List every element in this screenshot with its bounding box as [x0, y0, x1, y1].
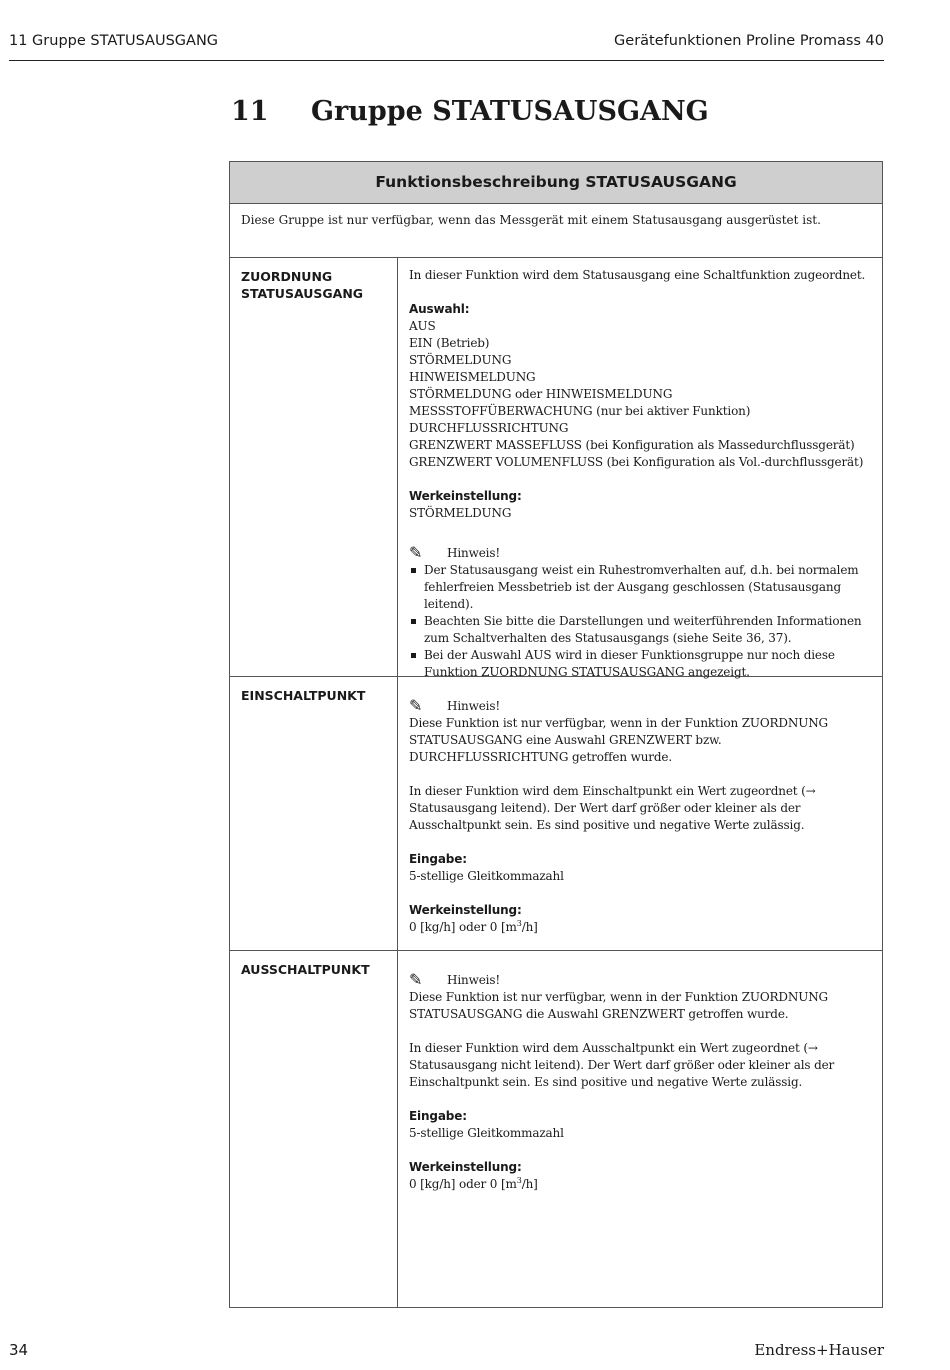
pencil-icon: ✎ [409, 696, 423, 715]
input-heading: Eingabe: [409, 1109, 467, 1123]
note-bullet: Beachten Sie bitte die Darstellungen und weiterführenden Informationen zum Schaltverhalten des Statusausgangs (siehe Seite 36, 37). [409, 613, 875, 647]
row-label: EINSCHALTPUNKT [241, 688, 366, 703]
option-item: HINWEISMELDUNG [409, 370, 536, 384]
row-content [409, 686, 875, 936]
table-heading: Funktionsbeschreibung STATUSAUSGANG [230, 162, 882, 204]
option-item: EIN (Betrieb) [409, 336, 490, 350]
note-text: Diese Funktion ist nur verfügbar, wenn in der Funktion ZUORDNUNG STATUSAUSGANG die Auswahl GRENZWERT getroffen wurde. [409, 990, 828, 1021]
option-item: STÖRMELDUNG [409, 353, 512, 367]
function-table [229, 161, 883, 1308]
input-heading: Eingabe: [409, 852, 467, 866]
note-label: Hinweis! [447, 699, 501, 713]
note-label: Hinweis! [447, 546, 501, 560]
default-value: STÖRMELDUNG [409, 506, 512, 520]
row-label [241, 268, 391, 302]
row-label-line: STATUSAUSGANG [241, 286, 364, 301]
note-heading [409, 969, 875, 989]
running-header-chapter: 11 Gruppe STATUSAUSGANG [9, 33, 219, 49]
page-number: 34 [9, 1341, 29, 1359]
selection-heading: Auswahl: [409, 302, 470, 316]
note-heading [409, 542, 875, 562]
default-value-text: 0 [kg/h] oder 0 [m [409, 920, 517, 934]
option-item: GRENZWERT MASSEFLUSS (bei Konfiguration als Massedurchflussgerät) [409, 438, 855, 452]
table-row-einschaltpunkt [230, 677, 882, 951]
note-label: Hinweis! [447, 973, 501, 987]
option-item: STÖRMELDUNG oder HINWEISMELDUNG [409, 387, 673, 401]
row-content [409, 267, 875, 681]
default-value [409, 1176, 875, 1193]
input-value: 5-stellige Gleitkommazahl [409, 1126, 564, 1140]
chapter-heading [231, 96, 709, 127]
default-heading: Werkeinstellung: [409, 1160, 522, 1174]
default-value-exponent: 3 [516, 919, 522, 928]
note-bullet: Bei der Auswahl AUS wird in dieser Funktionsgruppe nur noch diese Funktion ZUORDNUNG STATUSAUSGANG angezeigt. [409, 647, 875, 681]
note-heading [409, 695, 875, 715]
default-value-exponent: 3 [516, 1176, 522, 1185]
pencil-icon: ✎ [409, 970, 423, 989]
function-description: In dieser Funktion wird dem Ausschaltpunkt ein Wert zugeordnet (→ Statusausgang nicht leitend). Der Wert darf größer oder kleiner als der Einschaltpunkt sein. Es sind positive und negative Werte zulässig. [409, 1041, 835, 1089]
row-content [409, 960, 875, 1193]
option-item: AUS [409, 319, 436, 333]
default-value-suffix: /h] [521, 920, 538, 934]
default-value-text: 0 [kg/h] oder 0 [m [409, 1177, 517, 1191]
table-intro: Diese Gruppe ist nur verfügbar, wenn das Messgerät mit einem Statusausgang ausgerüstet ist. [230, 203, 882, 258]
brand-logo: Endress+Hauser [754, 1341, 884, 1359]
default-heading: Werkeinstellung: [409, 903, 522, 917]
note-list [409, 562, 875, 681]
option-item: GRENZWERT VOLUMENFLUSS (bei Konfiguration als Vol.-durchflussgerät) [409, 455, 864, 469]
default-heading: Werkeinstellung: [409, 489, 522, 503]
table-row-zuordnung [230, 258, 882, 677]
chapter-number: 11 [231, 96, 269, 127]
default-value-suffix: /h] [521, 1177, 538, 1191]
default-value [409, 919, 875, 936]
running-header-title: Gerätefunktionen Proline Promass 40 [614, 33, 884, 49]
input-value: 5-stellige Gleitkommazahl [409, 869, 564, 883]
function-description: In dieser Funktion wird dem Statusausgang eine Schaltfunktion zugeordnet. [409, 268, 866, 282]
row-label-line: ZUORDNUNG [241, 269, 333, 284]
row-label: AUSSCHALTPUNKT [241, 962, 370, 977]
note-text: Diese Funktion ist nur verfügbar, wenn in der Funktion ZUORDNUNG STATUSAUSGANG eine Auswahl GRENZWERT bzw. DURCHFLUSSRICHTUNG getroffen wurde. [409, 716, 828, 764]
option-item: DURCHFLUSSRICHTUNG [409, 421, 569, 435]
table-row-ausschaltpunkt [230, 951, 882, 1307]
function-description: In dieser Funktion wird dem Einschaltpunkt ein Wert zugeordnet (→ Statusausgang leitend). Der Wert darf größer oder kleiner als der Ausschaltpunkt sein. Es sind positive und negative Werte zulässig. [409, 784, 816, 832]
header-rule [9, 60, 884, 61]
chapter-title: Gruppe STATUSAUSGANG [311, 96, 709, 127]
pencil-icon: ✎ [409, 543, 423, 562]
option-item: MESSSTOFFÜBERWACHUNG (nur bei aktiver Funktion) [409, 404, 751, 418]
note-bullet: Der Statusausgang weist ein Ruhestromverhalten auf, d.h. bei normalem fehlerfreien Messbetrieb ist der Ausgang geschlossen (Statusausgang leitend). [409, 562, 875, 613]
